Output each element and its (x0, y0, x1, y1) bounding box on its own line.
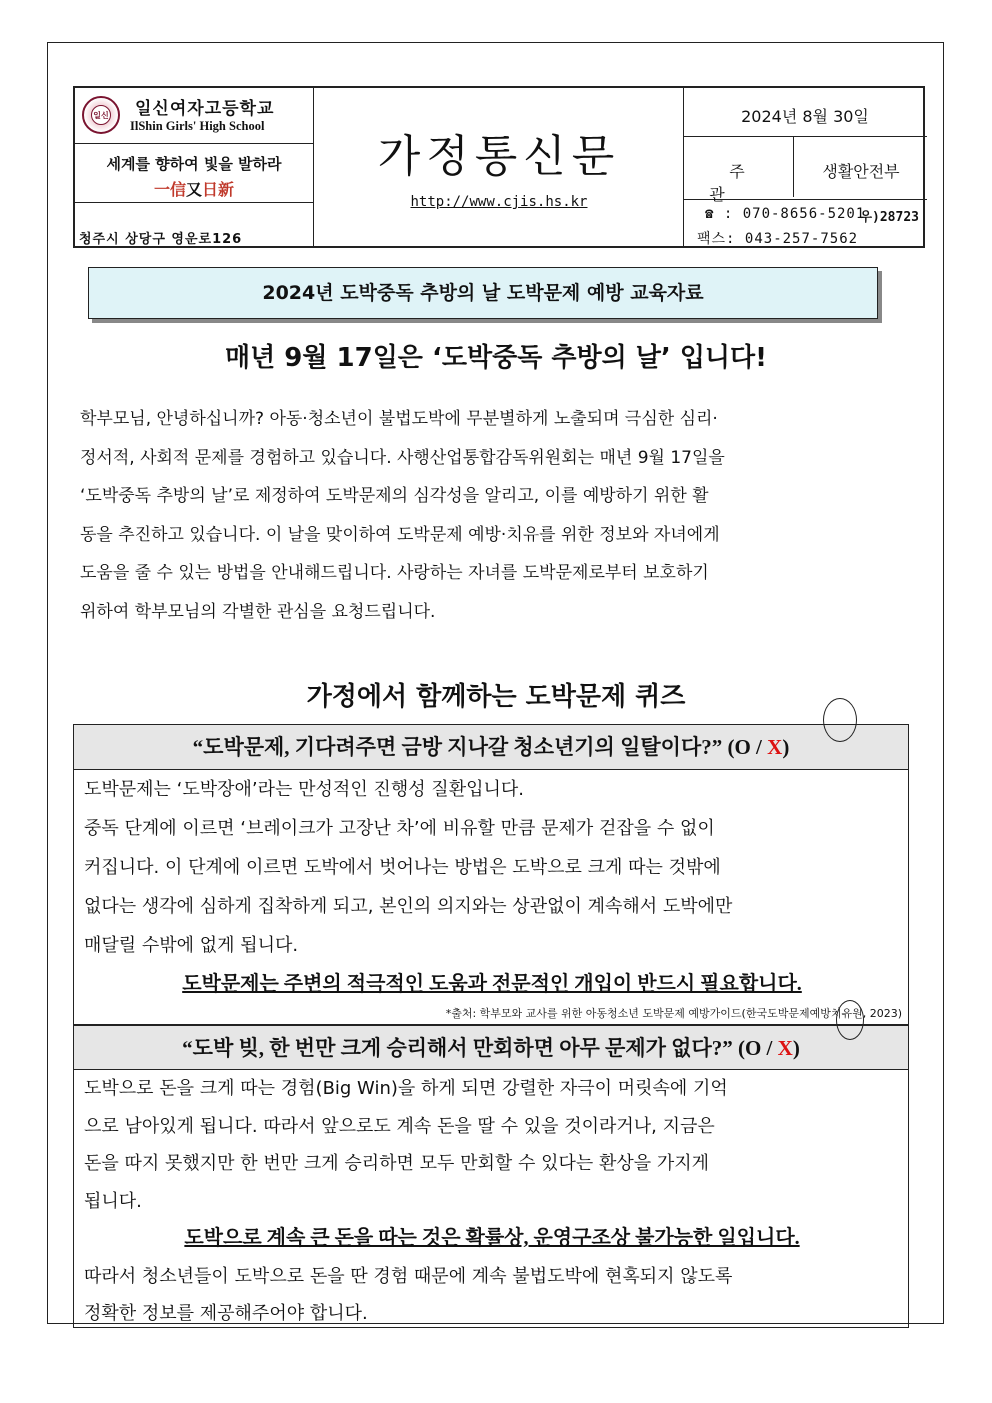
answer-circle-mark (836, 1000, 864, 1040)
school-name-ko: 일신여자고등학교 (135, 99, 275, 119)
explanation-line: 돈을 따지 못했지만 한 번만 크게 승리하면 모두 만회할 수 있다는 환상을 가지게 (84, 1153, 710, 1174)
explanation-line: 됩니다. (84, 1190, 142, 1212)
divider (75, 202, 313, 203)
quiz-question: “도박 빚, 한 번만 크게 승리해서 만회하면 아무 문제가 없다?” (O / X) (74, 1026, 908, 1070)
school-name-en: IlShin Girls' High School (130, 119, 265, 133)
explanation-line: 없다는 생각에 심하게 집착하게 되고, 본인의 의지와는 상관없이 계속해서 도박에만 (84, 896, 733, 917)
source-note: *출처: 학부모와 교사를 위한 아동청소년 도박문제 예방가이드(한국도박문제예방치유원, 2023) (445, 1007, 902, 1020)
divider (313, 88, 314, 246)
answer-circle-mark (823, 698, 857, 742)
quiz-explanation (74, 770, 908, 1004)
school-address: 청주시 상당구 영운로126 (79, 232, 243, 247)
zip-code: 우)28723 (859, 210, 919, 225)
school-logo-icon: 일신 (82, 96, 120, 134)
divider (75, 143, 313, 144)
host-label: 주관 (709, 162, 793, 204)
telephone: ☎ : 070-8656-5201 (705, 206, 866, 222)
divider (683, 136, 927, 137)
explanation-line: 따라서 청소년들이 도박으로 돈을 딴 경험 때문에 계속 불법도박에 현혹되지 않도록 (84, 1265, 733, 1287)
explanation-line: 매달릴 수밖에 없게 됩니다. (84, 935, 299, 956)
host-department: 생활안전부 (822, 162, 900, 181)
key-message: 도박문제는 주변의 적극적인 도움과 전문적인 개입이 반드시 필요합니다. (182, 973, 802, 995)
answer-x: X (777, 1036, 793, 1060)
fax: 팩스: 043-257-7562 (697, 231, 859, 247)
explanation-line: 중독 단계에 이르면 ‘브레이크가 고장난 차’에 비유할 만큼 문제가 걷잡을 수 없이 (84, 818, 715, 839)
intro-line: 위하여 학부모님의 각별한 관심을 요청드립니다. (80, 601, 436, 622)
school-url-link[interactable]: http://www.cjis.hs.kr (410, 194, 588, 210)
quiz-explanation (74, 1070, 908, 1333)
intro-line: 정서적, 사회적 문제를 경험하고 있습니다. 사행산업통합감독위원회는 매년 9월 17일을 (80, 447, 725, 468)
answer-x: X (767, 735, 783, 759)
explanation-line: 으로 남아있게 됩니다. 따라서 앞으로도 계속 돈을 딸 수 있을 것이라거나, 지금은 (84, 1115, 715, 1137)
intro-line: ‘도박중독 추방의 날’로 제정하여 도박문제의 심각성을 알리고, 이를 예방하기 위한 활 (80, 486, 709, 506)
key-message: 도박으로 계속 큰 돈을 따는 것은 확률상, 운영구조상 불가능한 일입니다. (184, 1227, 800, 1249)
intro-line: 동을 추진하고 있습니다. 이 날을 맞이하여 도박문제 예방·치유를 위한 정보와 자녀에게 (80, 524, 720, 545)
intro-line: 학부모님, 안녕하십니까? 아동·청소년이 불법도박에 무분별하게 노출되며 극심한 심리· (80, 409, 718, 429)
issue-date: 2024년 8월 30일 (741, 107, 869, 126)
quiz-card-2 (73, 1025, 909, 1328)
school-motto-hanja: 一信又日新 (153, 180, 235, 199)
explanation-line: 커집니다. 이 단계에 이르면 도박에서 벗어나는 방법은 도박으로 크게 따는 것밖에 (84, 857, 721, 878)
explanation-line: 도박으로 돈을 크게 따는 경험(Big Win)을 하게 되면 강렬한 자극이 머릿속에 기억 (84, 1078, 728, 1099)
school-motto: 세계를 향하여 빛을 발하라 (106, 155, 282, 173)
page-title: 가정통신문 (377, 131, 621, 182)
intro-paragraph (80, 400, 912, 631)
intro-line: 도움을 줄 수 있는 방법을 안내해드립니다. 사랑하는 자녀를 도박문제로부터 보호하기 (80, 563, 709, 583)
quiz-question: “도박문제, 기다려주면 금방 지나갈 청소년기의 일탈이다?” (O / X) (74, 725, 908, 770)
explanation-line: 도박문제는 ‘도박장애’라는 만성적인 진행성 질환입니다. (84, 779, 524, 800)
headline: 매년 9월 17일은 ‘도박중독 추방의 날’ 입니다! (224, 343, 768, 373)
quiz-card-1 (73, 724, 909, 1025)
quiz-section-title: 가정에서 함께하는 도박문제 퀴즈 (306, 682, 686, 712)
divider (793, 136, 794, 197)
letter-header (73, 86, 925, 248)
topic-banner: 2024년 도박중독 추방의 날 도박문제 예방 교육자료 (88, 267, 878, 319)
explanation-line: 정확한 정보를 제공해주어야 합니다. (84, 1303, 368, 1324)
